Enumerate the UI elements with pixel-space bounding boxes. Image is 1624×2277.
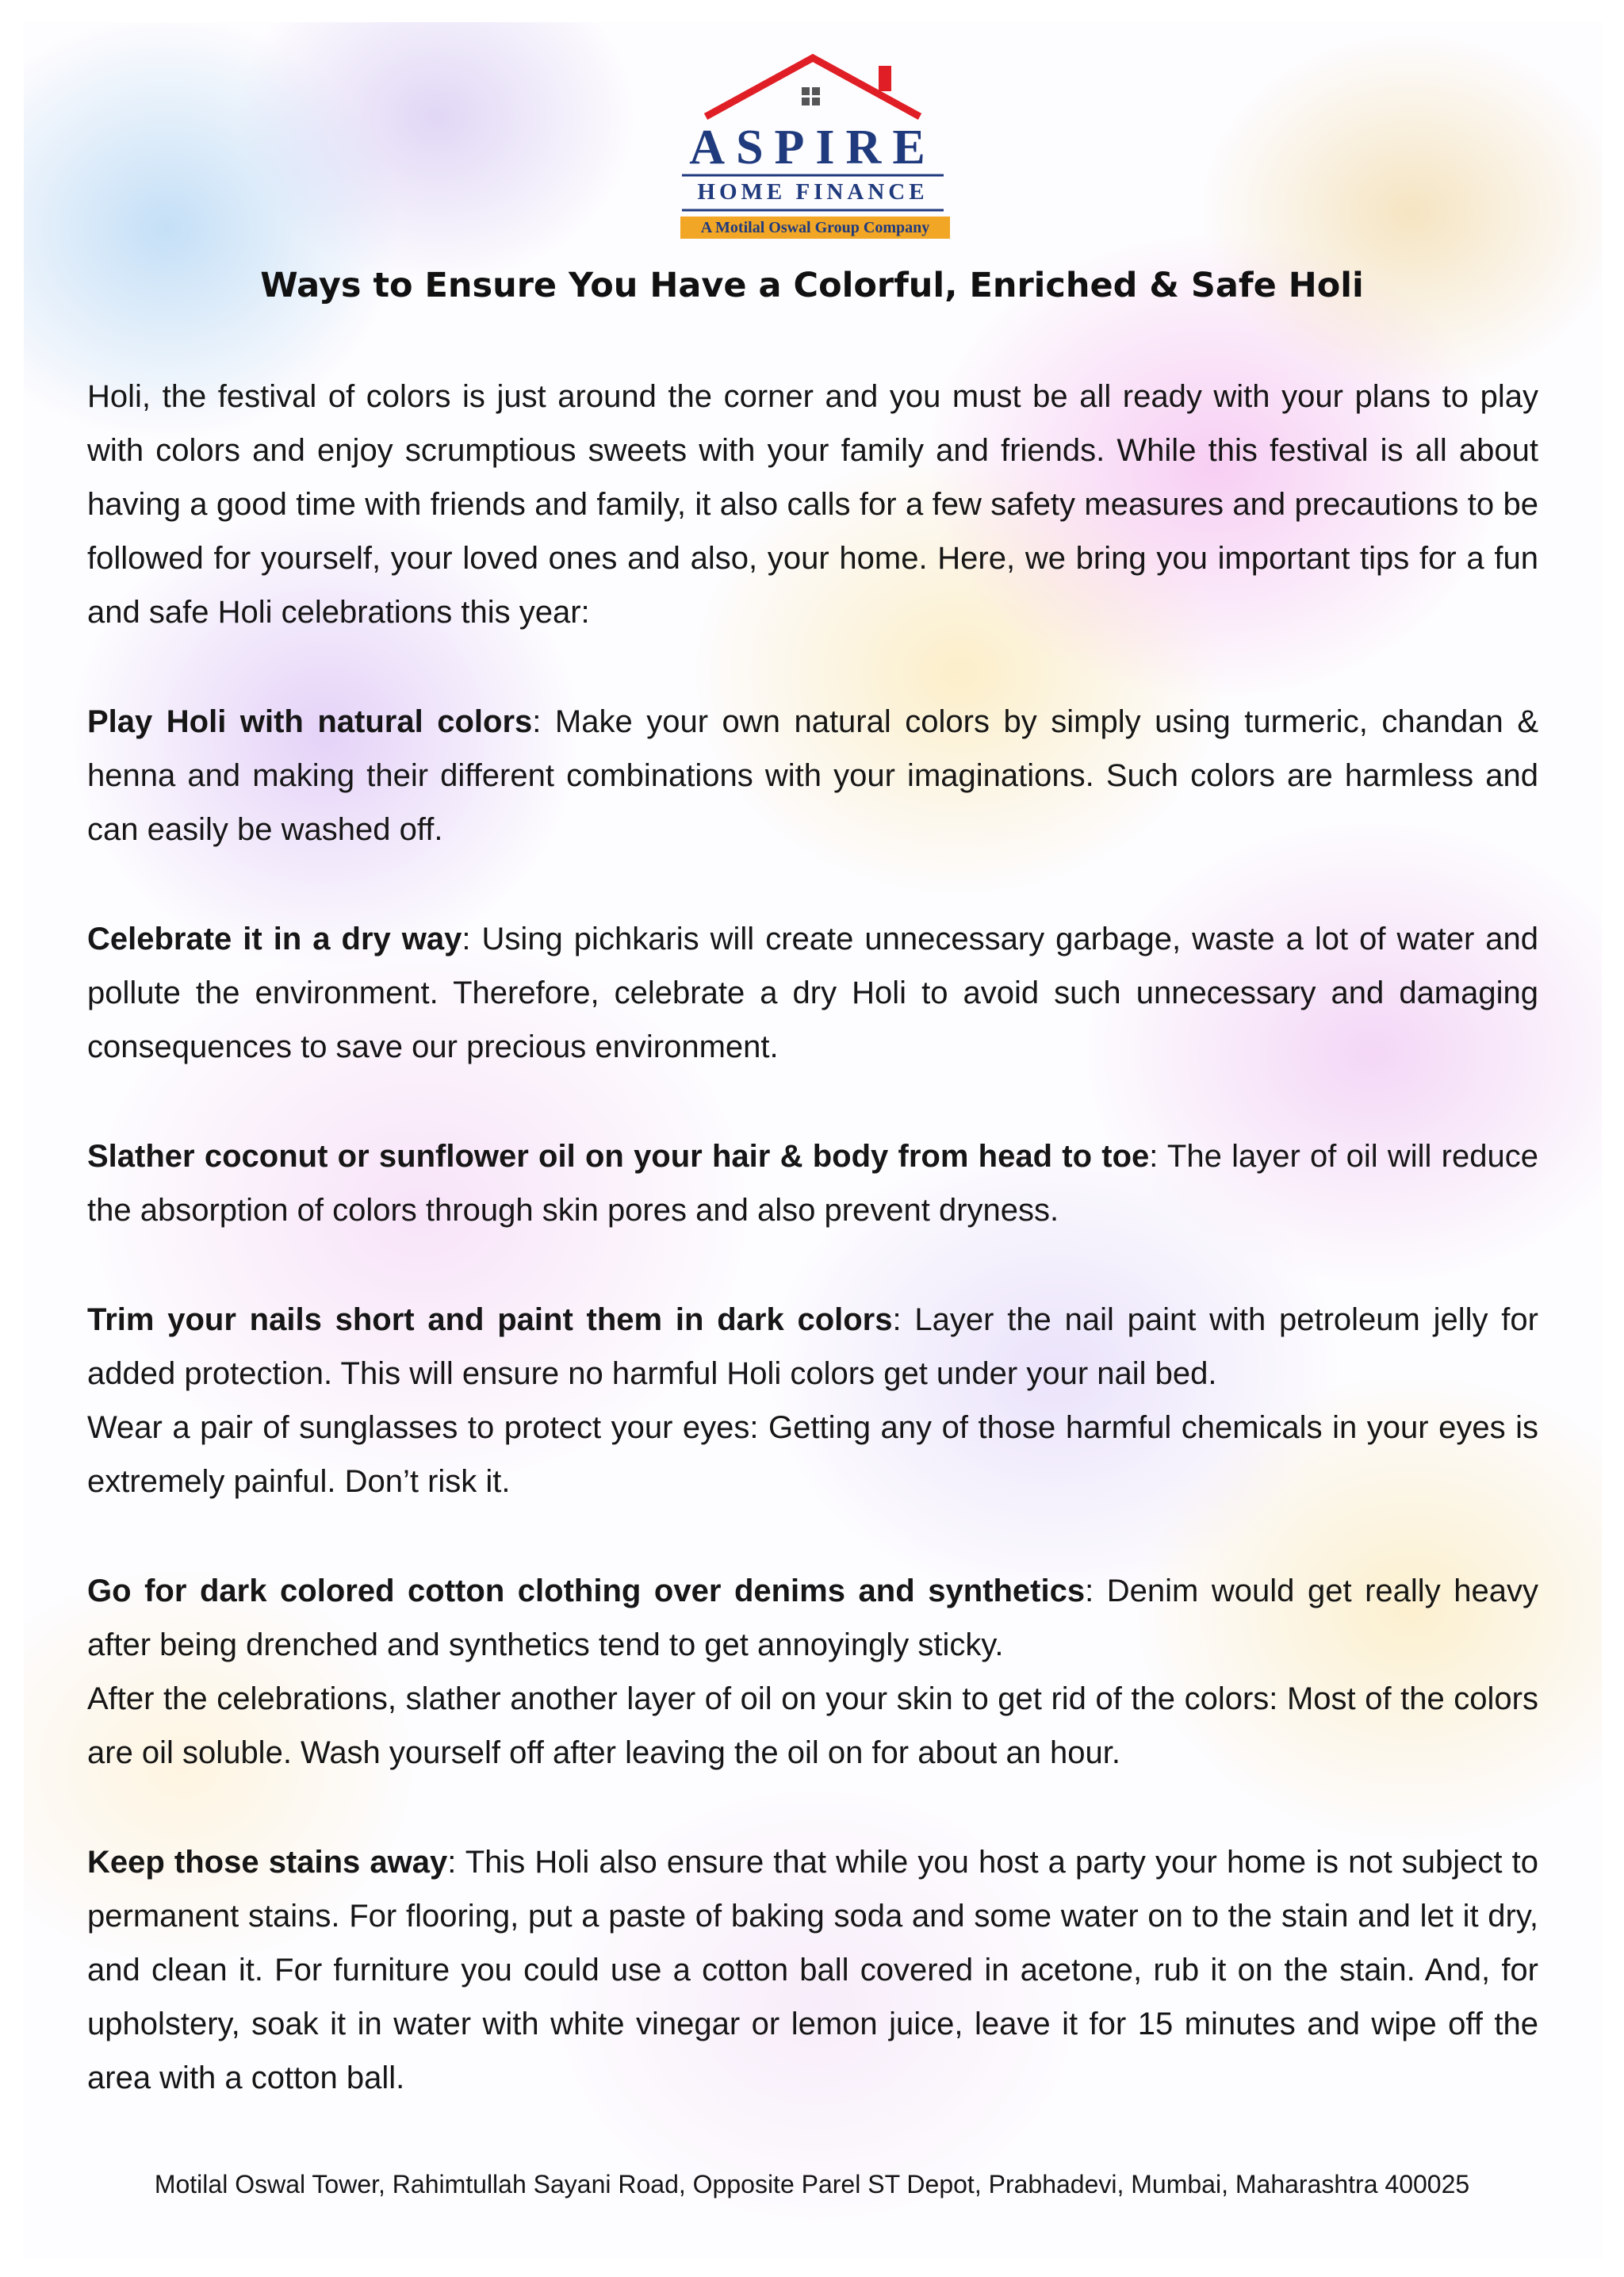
logo-subtitle: HOME FINANCE [697,179,929,205]
tip-paragraph [87,1835,1538,2105]
tip-paragraph [87,1293,1538,1508]
tip-paragraph [87,695,1538,857]
tip-text: : Using pichkaris will create unnecessary garbage, waste a lot of water and pollute the environment. Therefore, celebrate a dry Holi to avoid such unnecessary and damaging consequences to save our precious environment. [87,922,1539,1064]
tip-heading: Go for dark colored cotton clothing over denims and synthetics [87,1574,1086,1608]
tip-extra-text: Wear a pair of sunglasses to protect your eyes: Getting any of those harmful chemicals in your eyes is extremely painful. Don’t risk it. [87,1410,1538,1499]
footer-address: Motilal Oswal Tower, Rahimtullah Sayani Road, Opposite Parel ST Depot, Prabhadevi, Mumbai, Maharashtra 400025 [154,2170,1470,2198]
aspire-logo [674,52,952,234]
tip-heading: Keep those stains away [87,1845,448,1880]
tip-heading: Play Holi with natural colors [87,704,533,739]
tip-paragraph [87,912,1538,1074]
house-roof-icon [674,52,952,131]
tip-heading: Slather coconut or sunflower oil on your hair & body from head to toe [87,1139,1150,1174]
logo-brand-name: ASPIRE [689,121,936,174]
document-title: Ways to Ensure You Have a Colorful, Enriched & Safe Holi [260,266,1364,305]
tip-paragraph [87,1129,1538,1237]
tip-heading: Trim your nails short and paint them in dark colors [87,1302,893,1337]
tip-text: : Layer the nail paint with petroleum jelly for added protection. This will ensure no harmful Holi colors get under your nail bed. [87,1302,1538,1391]
intro-paragraph: Holi, the festival of colors is just around the corner and you must be all ready with your plans to play with colors and enjoy scrumptious sweets with your family and friends. While this festival is all about having a good time with friends and family, it also calls for a few safety measures and precautions to be followed for yourself, your loved ones and also, your home. Here, we bring you important tips for a fun and safe Holi celebrations this year: [87,379,1538,630]
tip-text: : The layer of oil will reduce the absorption of colors through skin pores and also prevent dryness. [87,1139,1538,1228]
tip-text: : Denim would get really heavy after being drenched and synthetics tend to get annoyingly sticky. [87,1574,1538,1662]
tip-paragraph [87,1564,1538,1780]
tip-text: : This Holi also ensure that while you host a party your home is not subject to permanent stains. For flooring, put a paste of baking soda and some water on to the stain and let it dry, and clean it. For furniture you could use a cotton ball covered in acetone, rub it on the stain. And, for upholstery, soak it in water with white vinegar or lemon juice, leave it for 15 minutes and wipe off the area with a cotton ball. [87,1845,1538,2095]
logo-tagline: A Motilal Oswal Group Company [680,217,950,239]
tip-text: : Make your own natural colors by simply using turmeric, chandan & henna and making their different combinations with your imaginations. Such colors are harmless and can easily be washed off. [87,704,1538,847]
tip-heading: Celebrate it in a dry way [87,922,462,956]
tip-extra-text: After the celebrations, slather another layer of oil on your skin to get rid of the colors: Most of the colors are oil soluble. Wash yourself off after leaving the oil on for about an hour. [87,1681,1538,1770]
